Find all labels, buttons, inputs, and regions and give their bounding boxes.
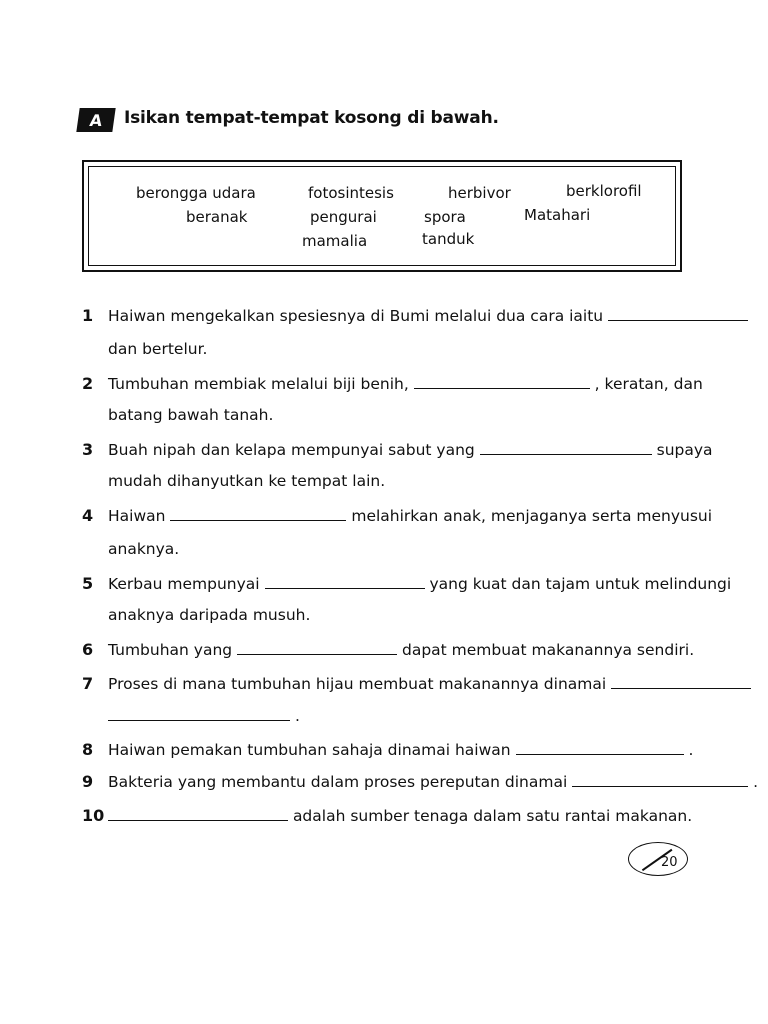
question-text bbox=[108, 472, 385, 490]
question-text-part: mudah dihanyutkan ke tempat lain. bbox=[108, 472, 386, 490]
answer-blank[interactable] bbox=[265, 574, 425, 589]
answer-blank[interactable] bbox=[237, 640, 397, 655]
section-badge: A bbox=[76, 108, 115, 132]
question-text-part: . bbox=[294, 707, 300, 725]
answer-blank[interactable] bbox=[480, 440, 652, 455]
word-bank-item: tanduk bbox=[422, 230, 475, 248]
question-text-part: melahirkan anak, menjaganya serta menyusui bbox=[351, 507, 713, 525]
question-text-part: , keratan, dan bbox=[594, 375, 703, 393]
question-number: 6 bbox=[82, 640, 94, 659]
question-number: 9 bbox=[82, 772, 94, 791]
question-text bbox=[108, 340, 207, 358]
question-text-part: Haiwan bbox=[108, 507, 166, 525]
question-text bbox=[108, 406, 273, 424]
question-text-part: Tumbuhan yang bbox=[108, 641, 233, 659]
question-number: 7 bbox=[82, 674, 94, 693]
question-text-part: Bakteria yang membantu dalam proses pereputan dinamai bbox=[108, 773, 568, 791]
word-bank-box bbox=[82, 160, 682, 272]
question-text-part: . bbox=[688, 741, 694, 759]
word-bank-item: beranak bbox=[186, 208, 248, 226]
page-number: 20 bbox=[661, 855, 678, 870]
question-text-part: anaknya. bbox=[108, 540, 180, 558]
question-text bbox=[108, 506, 712, 525]
answer-blank[interactable] bbox=[170, 506, 346, 521]
word-bank-item: fotosintesis bbox=[308, 184, 394, 202]
word-bank-item: spora bbox=[424, 208, 466, 226]
answer-blank[interactable] bbox=[572, 772, 748, 787]
question-text-part: anaknya daripada musuh. bbox=[108, 606, 311, 624]
question-text-part: batang bawah tanah. bbox=[108, 406, 274, 424]
answer-blank[interactable] bbox=[516, 740, 684, 755]
question-number: 5 bbox=[82, 574, 94, 593]
question-text bbox=[108, 706, 300, 725]
answer-blank[interactable] bbox=[108, 806, 288, 821]
question-text-part: Proses di mana tumbuhan hijau membuat makanannya dinamai bbox=[108, 675, 607, 693]
question-text bbox=[108, 606, 310, 624]
question-text bbox=[108, 740, 693, 759]
question-text bbox=[108, 806, 692, 825]
question-text bbox=[108, 574, 731, 593]
question-text-part: dapat membuat makanannya sendiri. bbox=[401, 641, 695, 659]
answer-blank[interactable] bbox=[108, 706, 290, 721]
question-text bbox=[108, 440, 713, 459]
question-number: 1 bbox=[82, 306, 94, 325]
question-text-part: Tumbuhan membiak melalui biji benih, bbox=[108, 375, 409, 393]
answer-blank[interactable] bbox=[611, 674, 751, 689]
word-bank-item: berklorofil bbox=[566, 182, 642, 200]
question-number: 3 bbox=[82, 440, 94, 459]
question-number: 10 bbox=[82, 806, 105, 825]
word-bank-item: pengurai bbox=[310, 208, 377, 226]
question-text bbox=[108, 674, 751, 693]
question-text-part: . bbox=[753, 773, 759, 791]
instruction-heading: Isikan tempat-tempat kosong di bawah. bbox=[124, 108, 499, 128]
question-text-part: yang kuat dan tajam untuk melindungi bbox=[429, 575, 732, 593]
question-number: 4 bbox=[82, 506, 94, 525]
question-text-part: Haiwan pemakan tumbuhan sahaja dinamai haiwan bbox=[108, 741, 511, 759]
question-text-part: Buah nipah dan kelapa mempunyai sabut yang bbox=[108, 441, 475, 459]
question-text bbox=[108, 306, 748, 325]
question-text bbox=[108, 374, 703, 393]
question-text bbox=[108, 640, 694, 659]
word-bank-item: Matahari bbox=[524, 206, 591, 224]
question-text-part: Kerbau mempunyai bbox=[108, 575, 260, 593]
word-bank-item: berongga udara bbox=[136, 184, 256, 202]
answer-blank[interactable] bbox=[414, 374, 590, 389]
question-text-part: dan bertelur. bbox=[108, 340, 208, 358]
question-text-part: Haiwan mengekalkan spesiesnya di Bumi melalui dua cara iaitu bbox=[108, 307, 604, 325]
question-text bbox=[108, 772, 758, 791]
question-text-part: supaya bbox=[656, 441, 713, 459]
word-bank-item: mamalia bbox=[302, 232, 368, 250]
answer-blank[interactable] bbox=[608, 306, 748, 321]
question-text-part: adalah sumber tenaga dalam satu rantai makanan. bbox=[292, 807, 693, 825]
word-bank-item: herbivor bbox=[448, 184, 511, 202]
question-number: 8 bbox=[82, 740, 94, 759]
question-number: 2 bbox=[82, 374, 94, 393]
question-text bbox=[108, 540, 179, 558]
score-oval bbox=[628, 842, 688, 876]
